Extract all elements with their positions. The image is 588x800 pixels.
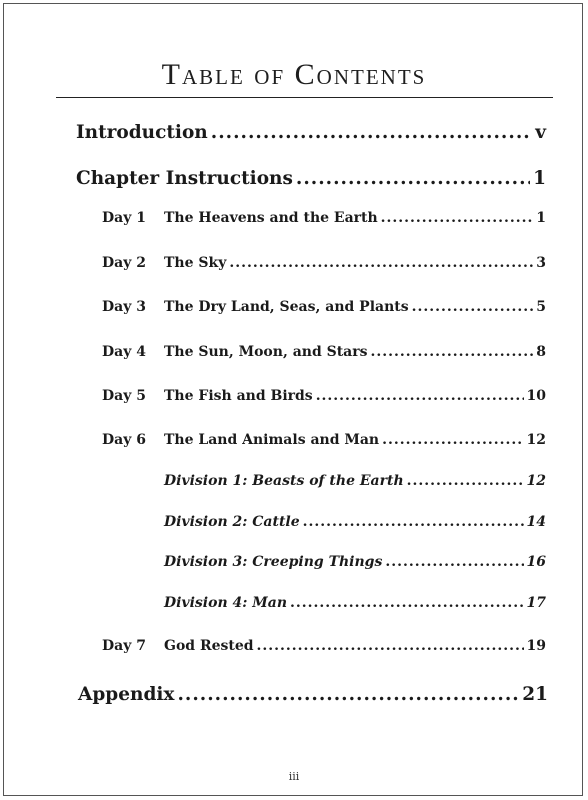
toc-entry-day-2[interactable] xyxy=(164,255,546,271)
day-label: Day 3 xyxy=(102,299,146,315)
footer-page-number: iii xyxy=(288,770,300,783)
day-label: Day 5 xyxy=(102,388,146,404)
toc-entry-day-7[interactable] xyxy=(164,638,546,654)
toc-page-number: v xyxy=(535,122,546,143)
toc-page-number: 5 xyxy=(536,299,546,315)
toc-entry-label: Division 3: Creeping Things xyxy=(164,554,383,570)
toc-entry-label: God Rested xyxy=(164,638,254,654)
toc-page-number: 12 xyxy=(526,473,546,489)
toc-entry-label: Introduction xyxy=(76,122,208,143)
dot-leader xyxy=(229,255,533,271)
title-rule xyxy=(56,97,553,98)
dot-leader xyxy=(412,299,534,315)
toc-entry-day-4[interactable] xyxy=(164,344,546,360)
dot-leader xyxy=(381,210,534,226)
day-label: Day 1 xyxy=(102,210,146,226)
toc-page-number: 3 xyxy=(536,255,546,271)
day-label: Day 2 xyxy=(102,255,146,271)
dot-leader xyxy=(382,432,523,448)
toc-entry-label: The Heavens and the Earth xyxy=(164,210,378,226)
toc-entry-label: Division 2: Cattle xyxy=(164,514,300,530)
toc-entry-label: Division 4: Man xyxy=(164,595,288,611)
toc-page-number: 12 xyxy=(526,432,546,448)
dot-leader xyxy=(257,638,524,654)
toc-entry-label: The Sky xyxy=(164,255,227,271)
toc-page-number: 19 xyxy=(526,638,546,654)
page-title: Table of Contents xyxy=(161,58,427,91)
toc-entry-label: Appendix xyxy=(78,684,175,705)
toc-entry-day-1[interactable] xyxy=(164,210,546,226)
toc-entry-label: The Sun, Moon, and Stars xyxy=(164,344,368,360)
toc-entry-appendix[interactable] xyxy=(78,684,548,705)
toc-page-number: 8 xyxy=(536,344,546,360)
day-label: Day 7 xyxy=(102,638,146,654)
toc-entry-division-3[interactable] xyxy=(164,554,546,570)
toc-entry-introduction[interactable] xyxy=(76,122,546,143)
toc-entry-division-4[interactable] xyxy=(164,595,546,611)
toc-entry-day-3[interactable] xyxy=(164,299,546,315)
dot-leader xyxy=(316,388,524,404)
toc-page-number: 17 xyxy=(526,595,546,611)
toc-entry-day-5[interactable] xyxy=(164,388,546,404)
toc-entry-label: Division 1: Beasts of the Earth xyxy=(164,473,404,489)
dot-leader xyxy=(296,168,530,189)
toc-entry-division-2[interactable] xyxy=(164,514,546,530)
day-label: Day 6 xyxy=(102,432,146,448)
dot-leader xyxy=(303,514,524,530)
dot-leader xyxy=(177,684,519,705)
dot-leader xyxy=(371,344,534,360)
dot-leader xyxy=(385,554,523,570)
toc-entry-label: The Land Animals and Man xyxy=(164,432,380,448)
toc-entry-label: The Dry Land, Seas, and Plants xyxy=(164,299,409,315)
day-label: Day 4 xyxy=(102,344,146,360)
toc-page-number: 1 xyxy=(536,210,546,226)
toc-page-number: 16 xyxy=(526,554,546,570)
dot-leader xyxy=(407,473,524,489)
toc-page-number: 14 xyxy=(526,514,546,530)
toc-entry-division-1[interactable] xyxy=(164,473,546,489)
dot-leader xyxy=(290,595,523,611)
toc-entry-label: The Fish and Birds xyxy=(164,388,313,404)
dot-leader xyxy=(211,122,533,143)
toc-page-number: 21 xyxy=(522,684,548,705)
toc-entry-label: Chapter Instructions xyxy=(76,168,293,189)
toc-page-number: 10 xyxy=(526,388,546,404)
toc-entry-chapter-instructions[interactable] xyxy=(76,168,546,189)
toc-entry-day-6[interactable] xyxy=(164,432,546,448)
toc-page-number: 1 xyxy=(533,168,546,189)
